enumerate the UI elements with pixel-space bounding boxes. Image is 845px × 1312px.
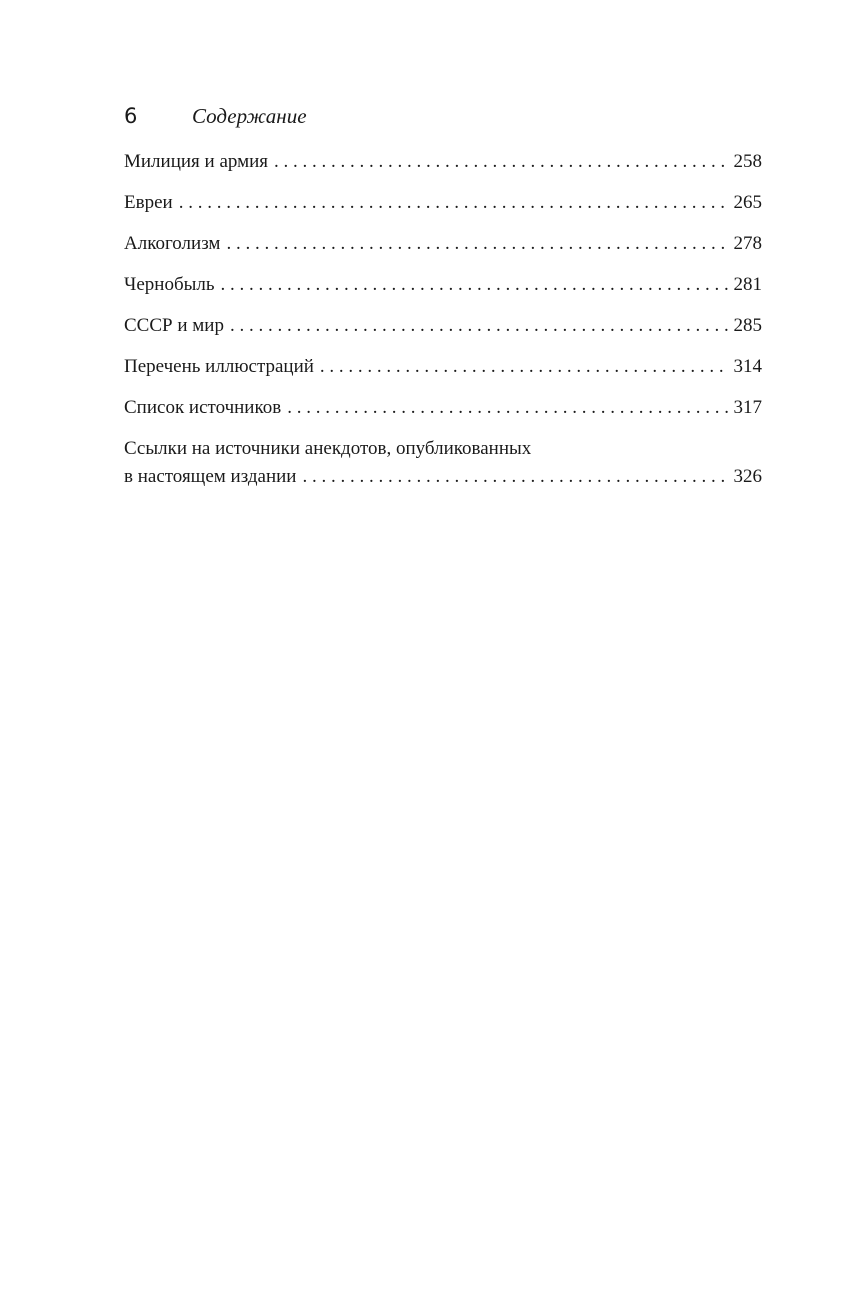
- table-of-contents: [124, 148, 762, 504]
- toc-entry: [124, 312, 762, 340]
- page-header: [124, 104, 307, 134]
- toc-entry: [124, 394, 762, 422]
- toc-entry-title: Евреи: [124, 192, 173, 213]
- toc-entry-page: 314: [733, 356, 762, 377]
- dot-leader: [179, 189, 728, 217]
- toc-entry-title: Алкоголизм: [124, 233, 221, 254]
- toc-entry-title-line2: в настоящем издании: [124, 466, 297, 487]
- dot-leader: [320, 353, 728, 381]
- toc-entry-title-line1: Ссылки на источники анекдотов, опубликованных: [124, 438, 532, 459]
- dot-leader: [274, 148, 727, 176]
- toc-entry: [124, 271, 762, 299]
- toc-entry: [124, 189, 762, 217]
- dot-leader: [302, 463, 727, 491]
- toc-entry-title: СССР и мир: [124, 315, 224, 336]
- toc-entry-page: 278: [733, 233, 762, 254]
- page-number: 6: [124, 104, 138, 128]
- toc-entry-page: 281: [733, 274, 762, 295]
- toc-entry-title: Милиция и армия: [124, 151, 269, 172]
- dot-leader: [221, 271, 728, 299]
- toc-entry-page: 317: [733, 397, 762, 418]
- toc-entry-page: 258: [733, 151, 762, 172]
- toc-entry: [124, 148, 762, 176]
- toc-entry: [124, 435, 762, 491]
- toc-entry-page: 285: [733, 315, 762, 336]
- toc-entry-page: 326: [733, 466, 762, 487]
- dot-leader: [226, 230, 727, 258]
- toc-entry: [124, 353, 762, 381]
- toc-entry-title: Чернобыль: [124, 274, 215, 295]
- dot-leader: [230, 312, 728, 340]
- toc-entry-page: 265: [733, 192, 762, 213]
- toc-entry-title: Список источников: [124, 397, 282, 418]
- toc-entry: [124, 230, 762, 258]
- toc-entry-title: Перечень иллюстраций: [124, 356, 314, 377]
- dot-leader: [287, 394, 727, 422]
- running-title: Содержание: [192, 104, 307, 128]
